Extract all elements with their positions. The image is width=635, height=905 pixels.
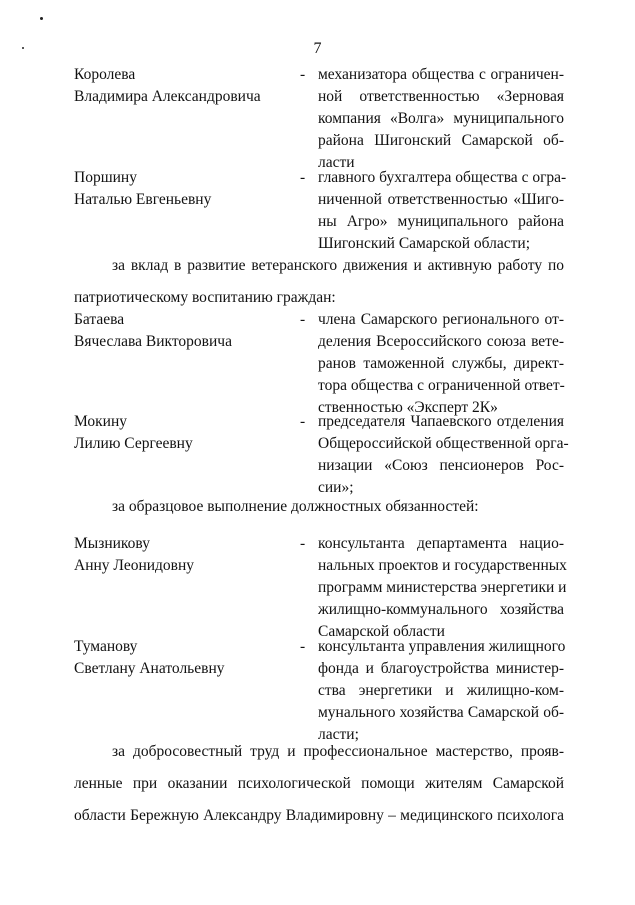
- dash-separator: -: [300, 311, 306, 328]
- dash-separator: -: [300, 169, 306, 186]
- dash-separator: -: [300, 66, 306, 83]
- recipient-name: Батаева Вячеслава Викторовича: [74, 311, 232, 350]
- award-reason-paragraph: за вклад в развитие ветеранского движения и активную работу по патриотическому воспитанию граждан:: [74, 257, 564, 306]
- recipient-position: консультанта департамента нацио- нальных проектов и государственных программ министерства энергетики и жилищно-коммунального хозяйства Самарской области: [318, 535, 567, 640]
- scan-speck: [40, 17, 43, 20]
- recipient-position: главного бухгалтера общества с огра- ниченной ответственностью «Шиго- ны Агро» муниципального района Шигонский Самарской области;: [318, 169, 567, 252]
- award-reason-heading: за образцовое выполнение должностных обязанностей:: [112, 498, 479, 515]
- recipient-name: Поршину Наталью Евгеньевну: [74, 169, 212, 208]
- recipient-name: Туманову Светлану Анатольевну: [74, 638, 225, 677]
- recipient-position: консультанта управления жилищного фонда и благоустройства министер- ства энергетики и жилищно-ком- мунального хозяйства Самарской об- ласти;: [318, 638, 566, 743]
- award-reason-paragraph: за добросовестный труд и профессиональное мастерство, прояв- ленные при оказании психологической помощи жителям Самарской области Бережную Александру Владимировну – медицинского психолога: [74, 743, 564, 824]
- dash-separator: -: [300, 413, 306, 430]
- recipient-name: Королева Владимира Александровича: [74, 66, 261, 105]
- recipient-position: члена Самарского регионального от- деления Всероссийского союза вете- ранов таможенной службы, директ- тора общества с ограниченной ответ- ственностью «Эксперт 2К»: [318, 311, 565, 416]
- recipient-name: Мызникову Анну Леонидовну: [74, 535, 195, 574]
- page-number: 7: [313, 40, 322, 57]
- dash-separator: -: [300, 638, 306, 655]
- dash-separator: -: [300, 535, 306, 552]
- recipient-name: Мокину Лилию Сергеевну: [74, 413, 193, 452]
- recipient-position: механизатора общества с ограничен- ной ответственностью «Зерновая компания «Волга» муниципального района Шигонский Самарской об- ласти: [318, 66, 564, 171]
- recipient-position: председателя Чапаевского отделения Общероссийской общественной орга- низации «Союз пенсионеров Рос- сии»;: [318, 413, 569, 496]
